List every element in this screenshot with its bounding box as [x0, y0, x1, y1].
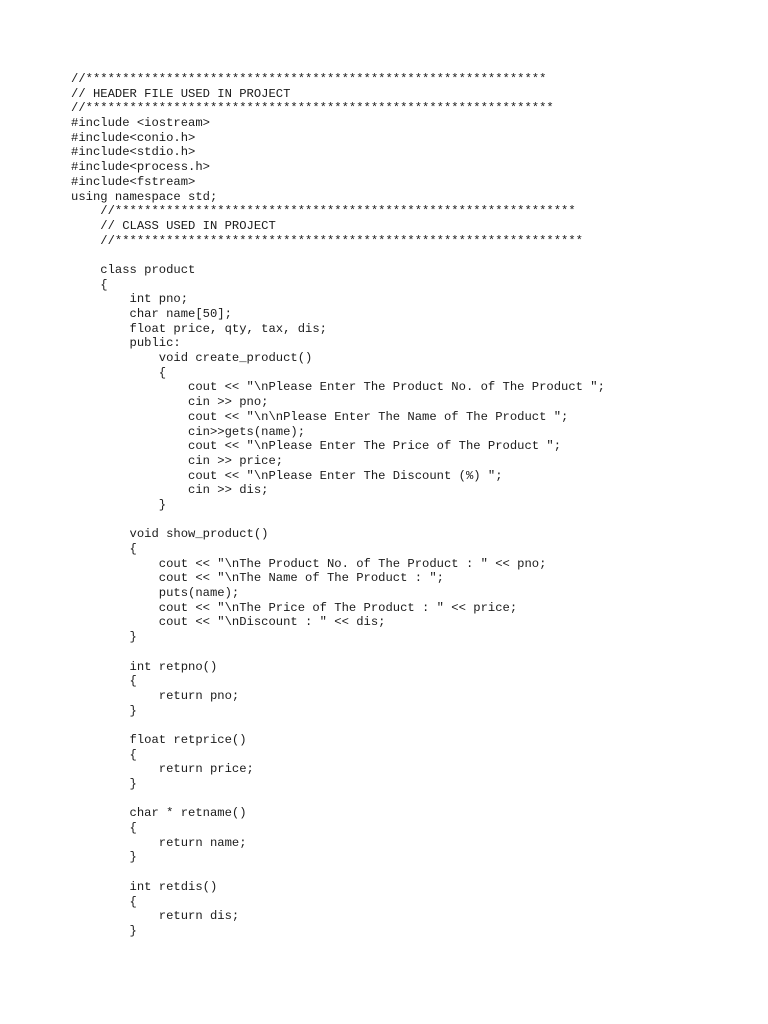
comment-line: //***************************************************************	[71, 72, 547, 86]
member-line: int pno;	[71, 292, 189, 307]
member-line: char name[50];	[71, 307, 232, 321]
access-specifier-line: public:	[71, 336, 181, 351]
statement-line: cin >> price;	[71, 453, 284, 468]
include-line: #include <iostream>	[71, 116, 210, 131]
brace-line: {	[71, 674, 137, 689]
blank-line	[71, 513, 731, 528]
brace-line: }	[71, 497, 167, 512]
function-signature-line: void create_product()	[71, 351, 313, 366]
function-signature-line: int retdis()	[71, 879, 218, 894]
brace-line: }	[71, 850, 137, 865]
brace-line: {	[71, 821, 137, 836]
statement-line: return pno;	[71, 688, 240, 703]
statement-line: return dis;	[71, 909, 240, 924]
function-signature-line: void show_product()	[71, 527, 269, 542]
comment-line: //****************************************************************	[71, 101, 554, 116]
brace-line: {	[71, 365, 167, 380]
function-signature-line: float retprice()	[71, 732, 247, 747]
statement-line: cout << "\nThe Name of The Product : ";	[71, 571, 444, 586]
brace-line: {	[71, 894, 137, 909]
statement-line: return price;	[71, 762, 254, 777]
statement-line: cout << "\nPlease Enter The Price of The Product ";	[71, 439, 562, 454]
statement-line: cin >> dis;	[71, 483, 269, 498]
blank-line	[71, 645, 731, 660]
namespace-line: using namespace std;	[71, 189, 218, 204]
blank-line	[71, 865, 731, 880]
brace-line: }	[71, 777, 137, 791]
blank-line	[71, 718, 731, 733]
statement-line: return name;	[71, 835, 247, 850]
brace-line: {	[71, 542, 137, 556]
comment-line: //***************************************************************	[71, 204, 576, 219]
brace-line: }	[71, 923, 137, 938]
function-signature-line: char * retname()	[71, 806, 247, 821]
brace-line: {	[71, 747, 137, 762]
code-document	[71, 72, 731, 939]
include-line: #include<stdio.h>	[71, 145, 196, 160]
comment-line: //****************************************************************	[71, 233, 583, 248]
blank-line	[71, 248, 731, 263]
statement-line: cout << "\nPlease Enter The Discount (%) ";	[71, 468, 503, 483]
comment-line: // CLASS USED IN PROJECT	[71, 218, 276, 233]
statement-line: cin>>gets(name);	[71, 424, 306, 439]
brace-line: }	[71, 703, 137, 718]
statement-line: cout << "\nDiscount : " << dis;	[71, 615, 386, 630]
brace-line: {	[71, 277, 108, 292]
statement-line: cin >> pno;	[71, 395, 269, 410]
blank-line	[71, 792, 731, 807]
statement-line: puts(name);	[71, 586, 240, 601]
member-line: float price, qty, tax, dis;	[71, 321, 327, 336]
statement-line: cout << "\nThe Price of The Product : " << price;	[71, 600, 518, 615]
include-line: #include<fstream>	[71, 174, 196, 189]
include-line: #include<process.h>	[71, 160, 210, 175]
class-declaration-line: class product	[71, 262, 196, 277]
comment-line: // HEADER FILE USED IN PROJECT	[71, 86, 291, 101]
function-signature-line: int retpno()	[71, 659, 218, 674]
brace-line: }	[71, 630, 137, 645]
statement-line: cout << "\nThe Product No. of The Product : " << pno;	[71, 556, 547, 571]
include-line: #include<conio.h>	[71, 130, 196, 145]
statement-line: cout << "\n\nPlease Enter The Name of The Product ";	[71, 409, 569, 424]
statement-line: cout << "\nPlease Enter The Product No. of The Product ";	[71, 380, 605, 395]
